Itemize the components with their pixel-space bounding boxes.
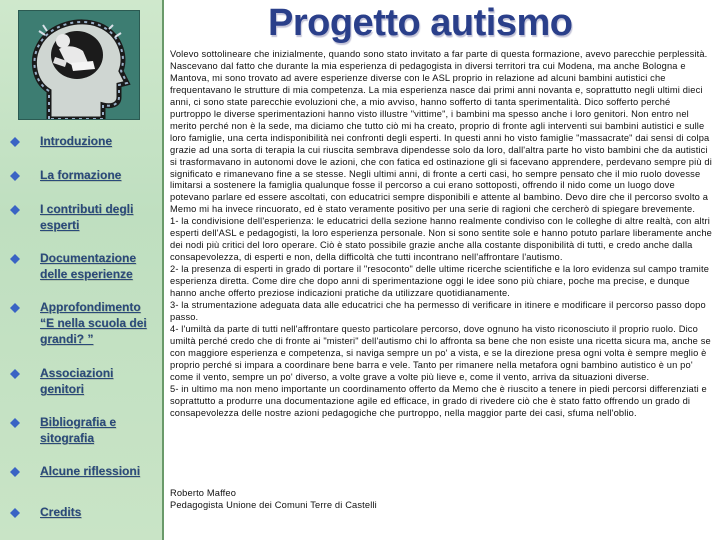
sidebar-item-label[interactable]: Bibliografia e sitografia (40, 415, 117, 445)
paragraph-intro: Volevo sottolineare che inizialmente, quando sono stato invitato a far parte di questa formazione, avevo parecchie perplessità. Nascevano dal fatto che durante la mia esperienza di pedagogista in diversi territori tra cui Modena, ma anche Bologna e Mantova, mi sono trovato ad avere esperienze diverse con le ASL proprio in relazione ad alcuni bambini autistici che frequentavano le strutture di mia competenza. La mia esperienza nasce dai primi anni novanta e, soprattutto negli ultimi dieci anni, ci sono state parecchie evoluzioni che, a mio avviso, hanno sofferto di tanta sperimentalità. Dico sofferto perché purtroppo le diverse sperimentazioni hanno visto illustre "vittime", i bambini ma spesso anche i loro genitori. Non entro nel merito perché non è la sede, ma diciamo che tutto ciò mi ha creato, proprio di fronte agli interventi sui bambini autistici e sulle loro famiglie, una certa indisponibilità nei confronti degli esperti. In questi anni ho visto famiglie "massacrate" dai sensi di colpa grazie ad una sorta di terapia la cui riuscita sembrava dipendesse solo da loro, dall'altra parte ho visto bambini che da autistici si trasformavano in autonomi dove le azioni, che con fatica ed ostinazione gli si facevano apprendere, perdevano sempre più di significato e rimanevano fine a se stesse. Negli ultimi anni, di fronte a certi casi, ho sempre pensato che il mio ruolo dovesse limitarsi a sostenere la famiglia qualunque fosse il percorso a cui erano sottoposti, offrendo il nido come un luogo dove potevano parlare ed essere ascoltati, con educatrici sempre disponibili e attente al bambino. Devo dire che il percorso svolto a Memo mi ha invece rincuorato, ed è stato veramente positivo per una serie di ragioni che cercherò di spiegare brevemente. (170, 49, 712, 215)
logo-image (18, 10, 140, 120)
paragraph-point-5: 5- in ultimo ma non meno importante un coordinamento offerto da Memo che è riuscito a tenere in piedi percorsi differenziati e soprattutto a produrre una documentazione agile ed efficace, in grado di rivedere ciò che è stato fatto offrendo un grado di consapevolezza delle nostre azioni pedagogiche che purtroppo, nella maggior parte dei casi, sfuma nell'oblio. (170, 383, 707, 418)
paragraph-point-1: 1- la condivisione dell'esperienza: le educatrici della sezione hanno realmente condiviso con le colleghe di altre realtà, con altri esperti dell'ASL e pedagogisti, la loro esperienza personale. Non si sono sentite sole e hanno potuto parlare liberamente anche dei nodi più critici del loro operare. Ciò è stato possibile grazie anche alla costante disponibilità di tutti, e credo anche dalla consapevolezza, di esperti e non, della difficoltà che tutti incontrano nell'affrontare l'autismo. (170, 216, 712, 263)
head-with-figure-icon (19, 11, 139, 119)
sidebar-item-introduzione[interactable] (10, 133, 158, 149)
sidebar-item-label[interactable]: Documentazione delle esperienze (40, 251, 137, 281)
sidebar-item-label[interactable]: Credits (40, 505, 82, 519)
paragraph-point-3: 3- la strumentazione adeguata data alle educatrici che ha permesso di verificare in itinere e modificare il percorso passo dopo passo. (170, 300, 706, 322)
sidebar-item-label[interactable]: La formazione (40, 168, 122, 182)
diamond-bullet-icon (10, 467, 20, 477)
sidebar-item-credits[interactable] (10, 504, 158, 520)
diamond-bullet-icon (10, 171, 20, 181)
sidebar-item-bibliografia[interactable] (10, 414, 158, 446)
sidebar-item-la-formazione[interactable] (10, 167, 158, 183)
diamond-bullet-icon (10, 369, 20, 379)
diamond-bullet-icon (10, 205, 20, 215)
sidebar-item-alcune-riflessioni[interactable] (10, 463, 158, 479)
paragraph-point-4: 4- l'umiltà da parte di tutti nell'affrontare questo particolare percorso, dove ognuno ha visto riconosciuto il proprio ruolo. Dico umiltà perché credo che di fronte ai "misteri" dell'autismo chi lo affronta sa bene che non esiste una ricetta sicura ma, anche se con maggiore esperienza e competenza, si naviga sempre un po' a vista, e se la direzione presa ogni volta è sempre meglio è proprio perché si impara a coordinare bene barra e vele. Tanto per rimanere nella metafora ogni bambino autistico è un po' come il vento, sempre un po' diverso, a volte grave a volte più lieve e, come il vento, arriva da situazioni diverse. (170, 323, 711, 382)
diamond-bullet-icon (10, 418, 20, 428)
sidebar-item-label[interactable]: Introduzione (40, 134, 112, 148)
sidebar-item-label[interactable]: I contributi degli esperti (40, 202, 134, 232)
article-body (170, 49, 714, 519)
signature (170, 487, 570, 511)
sidebar-item-contributi-esperti[interactable] (10, 201, 158, 233)
diamond-bullet-icon (10, 508, 20, 518)
sidebar-item-label[interactable]: Associazioni genitori (40, 366, 114, 396)
sidebar-item-label[interactable]: Alcune riflessioni (40, 464, 141, 478)
diamond-bullet-icon (10, 303, 20, 313)
sidebar-item-label[interactable]: Approfondimento “E nella scuola dei grandi? ” (40, 300, 147, 346)
signature-name: Roberto Maffeo (170, 488, 237, 498)
signature-role: Pedagogista Unione dei Comuni Terre di Castelli (170, 500, 377, 510)
sidebar-item-documentazione[interactable] (10, 250, 158, 282)
sidebar-item-approfondimento[interactable] (10, 299, 158, 347)
page-title: Progetto autismo (268, 2, 573, 44)
diamond-bullet-icon (10, 254, 20, 264)
diamond-bullet-icon (10, 137, 20, 147)
paragraph-point-2: 2- la presenza di esperti in grado di portare il "resoconto" delle ultime ricerche scientifiche e la loro evidenza sul campo tramite esperienza diretta. Come dire che dopo anni di sperimentazione oggi le idee sono più chiare, poche ma precise, e dunque hanno anche offerto preziose indicazioni pratiche da utilizzare quotidianamente. (170, 264, 710, 299)
sidebar-item-associazioni-genitori[interactable] (10, 365, 158, 397)
